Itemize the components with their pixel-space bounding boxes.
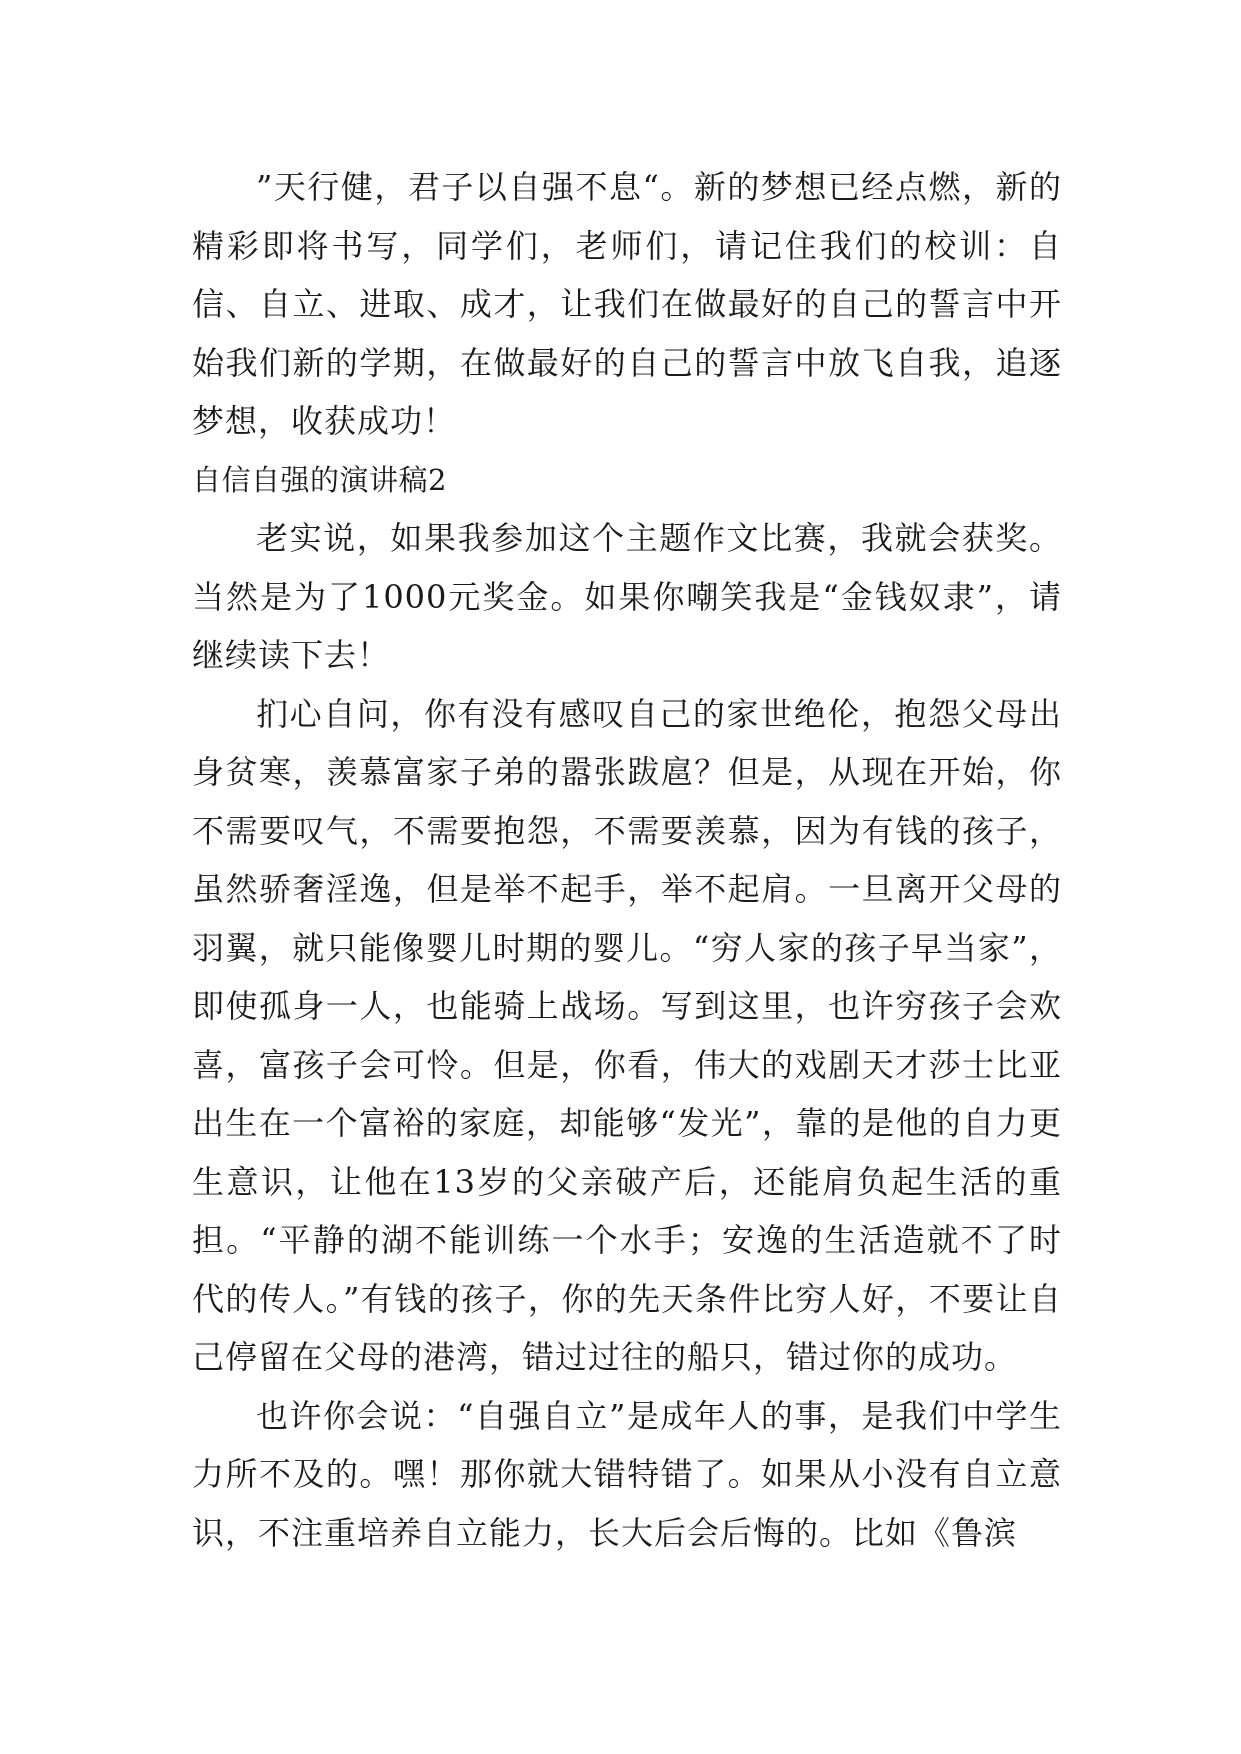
section-heading: 自信自强的演讲稿2 [192,462,447,497]
paragraph-self-reliance: 也许你会说：“自强自立”是成年人的事，是我们中学生力所不及的。嘿！那你就大错特错了。如果从小没有自立意识，不注重培养自立能力，长大后会后悔的。比如《鲁滨 [192,1396,1062,1552]
paragraph-motto-closing: ”天行健，君子以自强不息“。新的梦想已经点燃，新的精彩即将书写，同学们，老师们，请记住我们的校训：自信、自立、进取、成才，让我们在做最好的自己的誓言中开始我们新的学期，在做最好的自己的誓言中放飞自我，追逐梦想，收获成功！ [192,168,1062,440]
paragraph-rich-poor-children: 扪心自问，你有没有感叹自己的家世绝伦，抱怨父母出身贫寒，羡慕富家子弟的嚣张跋扈？但是，从现在开始，你不需要叹气，不需要抱怨，不需要羡慕，因为有钱的孩子，虽然骄奢淫逸，但是举不起手，举不起肩。一旦离开父母的羽翼，就只能像婴儿时期的婴儿。“穷人家的孩子早当家”，即使孤身一人，也能骑上战场。写到这里，也许穷孩子会欢喜，富孩子会可怜。但是，你看，伟大的戏剧天才莎士比亚出生在一个富裕的家庭，却能够“发光”，靠的是他的自力更生意识，让他在13岁的父亲破产后，还能肩负起生活的重担。“平静的湖不能训练一个水手；安逸的生活造就不了时代的传人。”有钱的孩子，你的先天条件比穷人好，不要让自己停留在父母的港湾，错过过往的船只，错过你的成功。 [192,694,1062,1376]
paragraph-essay-contest: 老实说，如果我参加这个主题作文比赛，我就会获奖。当然是为了1000元奖金。如果你嘲笑我是“金钱奴隶”，请继续读下去！ [192,519,1062,674]
document-body [192,158,1062,1562]
